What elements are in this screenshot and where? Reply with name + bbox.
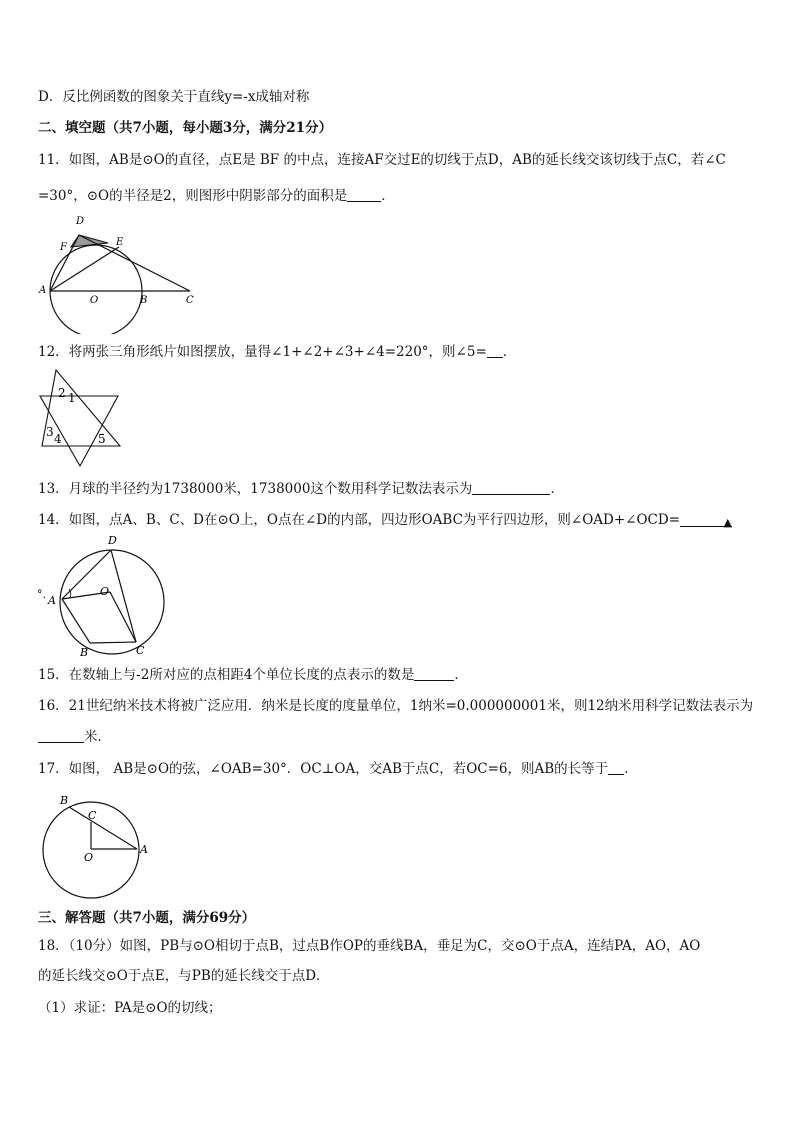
label-4: 4	[54, 432, 62, 446]
label-2: 2	[58, 386, 66, 400]
question-16-line-2	[38, 728, 768, 746]
figure-17	[38, 791, 156, 905]
label-d: D	[108, 534, 117, 547]
question-11-line-2	[38, 187, 768, 205]
answer-blank-15	[414, 667, 454, 681]
label-a: A	[48, 594, 56, 607]
label-o: O	[90, 295, 99, 306]
period: ．	[624, 761, 638, 777]
question-16-unit: 米．	[84, 729, 111, 745]
label-c: C	[186, 295, 194, 306]
answer-blank-14	[680, 513, 732, 527]
question-13-text: 13．月球的半径约为1738000米，1738000这个数用科学记数法表示为	[38, 481, 473, 497]
question-16-line-1: 16．21世纪纳米技术将被广泛应用．纳米是长度的度量单位，1纳米=0.000000001米，则12纳米用科学记数法表示为	[38, 698, 754, 714]
label-e: E	[116, 237, 124, 248]
label-f: F	[60, 242, 67, 253]
figure-14	[36, 532, 166, 662]
question-18-line-1: 18．（10分）如图，PB与⊙O相切于点B，过点B作OP的垂线BA，垂足为C，交⊙O于点A，连结PA，AO，AO	[38, 938, 701, 954]
label-1: 1	[68, 391, 76, 405]
period: ．	[502, 344, 517, 360]
label-b: B	[140, 295, 148, 306]
section-solve-heading: 三、解答题（共7小题，满分69分）	[38, 910, 256, 926]
question-12-line	[38, 343, 768, 361]
label-5: 5	[98, 432, 106, 446]
triangle-marker-icon: ▲	[723, 516, 733, 529]
label-o: O	[84, 851, 94, 864]
label-b: B	[60, 794, 69, 807]
question-17-text: 17．如图， AB是⊙O的弦，∠OAB=30°．OC⊥OA，交AB于点C，若OC=6，则AB的长等于	[38, 761, 609, 777]
period: ．	[381, 188, 395, 204]
label-a: A	[140, 843, 148, 856]
figure-12	[38, 366, 128, 474]
section-fill-blank-heading: 二、填空题（共7小题，每小题3分，满分21分）	[38, 120, 333, 136]
answer-blank-13	[472, 481, 550, 495]
figure-11	[38, 212, 198, 338]
period: ．	[550, 481, 564, 497]
question-13-line	[38, 480, 768, 498]
answer-blank-11	[347, 188, 381, 202]
option-d: D．反比例函数的图象关于直线y=-x成轴对称	[38, 89, 310, 105]
label-o: O	[100, 585, 110, 598]
answer-blank-17	[608, 761, 624, 775]
label-3: 3	[46, 425, 54, 439]
label-c: C	[88, 809, 97, 822]
question-11-line-1: 11．如图，AB是⊙O的直径，点E是 BF 的中点，连接AF交过E的切线于点D，AB的延长线交该切线于点C，若∠C	[38, 152, 726, 168]
answer-blank-16	[38, 729, 84, 743]
stray-mark: °.	[37, 588, 46, 601]
question-17-line	[38, 760, 768, 778]
answer-blank-12	[487, 344, 503, 358]
question-12-text: 12．将两张三角形纸片如图摆放，量得∠1+∠2+∠3+∠4=220°，则∠5=	[38, 344, 487, 360]
question-14-line	[38, 511, 768, 529]
question-14-text: 14．如图，点A、B、C、D在⊙O上，O点在∠D的内部，四边形OABC为平行四边形，则∠OAD+∠OCD=	[38, 512, 681, 528]
period: ．	[454, 667, 468, 683]
label-a: A	[39, 285, 47, 296]
label-b: B	[80, 646, 89, 658]
question-18-part-1: （1）求证：PA是⊙O的切线；	[38, 1000, 222, 1016]
question-18-line-2: 的延长线交⊙O于点E，与PB的延长线交于点D．	[38, 968, 330, 984]
label-d: D	[76, 216, 85, 227]
question-15-text: 15．在数轴上与-2所对应的点相距4个单位长度的点表示的数是	[38, 667, 415, 683]
label-c: C	[136, 644, 145, 657]
question-11-text: =30°，⊙O的半径是2，则图形中阴影部分的面积是	[38, 188, 348, 204]
question-15-line	[38, 666, 768, 684]
